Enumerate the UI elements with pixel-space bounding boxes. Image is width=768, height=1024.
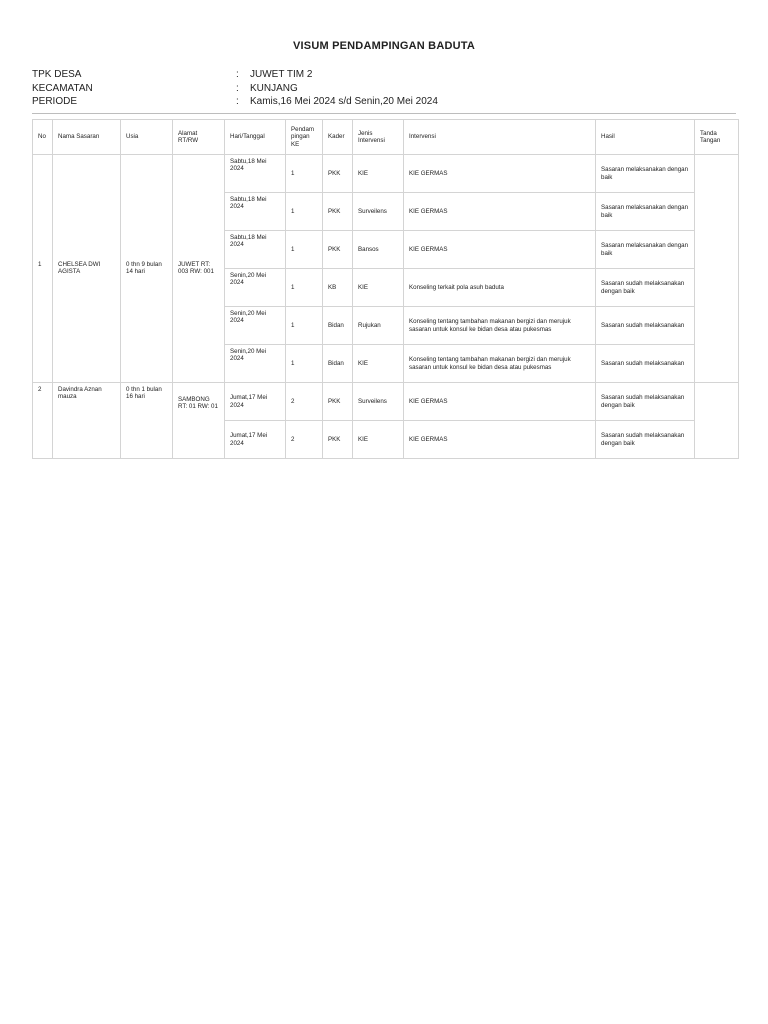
cell-hasil: Sasaran melaksanakan dengan baik [596, 231, 695, 269]
cell-tanggal: Jumat,17 Mei 2024 [225, 383, 286, 421]
meta-colon: : [236, 69, 239, 81]
cell-ke: 1 [286, 307, 323, 345]
cell-no: 1 [33, 155, 53, 383]
cell-alamat: JUWET RT: 003 RW: 001 [173, 155, 225, 383]
cell-kader: PKK [323, 155, 353, 193]
cell-ke: 1 [286, 231, 323, 269]
col-header-pendampingan: Pendam pingan KE [286, 120, 323, 155]
col-header-nama: Nama Sasaran [53, 120, 121, 155]
visit-table [32, 119, 739, 459]
cell-jenis: KIE [353, 269, 404, 307]
cell-tanggal: Senin,20 Mei 2024 [225, 345, 286, 383]
col-header-hasil: Hasil [596, 120, 695, 155]
table-header-row [33, 120, 739, 155]
cell-ke: 1 [286, 155, 323, 193]
cell-hasil: Sasaran sudah melaksanakan dengan baik [596, 269, 695, 307]
cell-intervensi: KIE GERMAS [404, 421, 596, 459]
cell-hasil: Sasaran melaksanakan dengan baik [596, 155, 695, 193]
cell-hasil: Sasaran sudah melaksanakan dengan baik [596, 421, 695, 459]
cell-jenis: KIE [353, 421, 404, 459]
cell-tanggal: Senin,20 Mei 2024 [225, 269, 286, 307]
cell-ke: 1 [286, 269, 323, 307]
cell-hasil: Sasaran sudah melaksanakan [596, 307, 695, 345]
cell-jenis: Surveilens [353, 383, 404, 421]
cell-intervensi: KIE GERMAS [404, 383, 596, 421]
report-meta [32, 68, 736, 109]
cell-jenis: Surveilens [353, 193, 404, 231]
cell-kader: PKK [323, 193, 353, 231]
cell-hasil: Sasaran sudah melaksanakan dengan baik [596, 383, 695, 421]
cell-kader: Bidan [323, 345, 353, 383]
col-header-alamat: Alamat RT/RW [173, 120, 225, 155]
cell-kader: KB [323, 269, 353, 307]
col-header-tanggal: Hari/Tanggal [225, 120, 286, 155]
cell-jenis: KIE [353, 345, 404, 383]
meta-label: KECAMATAN [32, 82, 93, 94]
cell-intervensi: Konseling terkait pola asuh baduta [404, 269, 596, 307]
page-title: VISUM PENDAMPINGAN BADUTA [292, 40, 476, 52]
cell-no: 2 [33, 383, 53, 459]
cell-jenis: Bansos [353, 231, 404, 269]
col-header-intervensi: Intervensi [404, 120, 596, 155]
col-header-usia: Usia [121, 120, 173, 155]
cell-kader: PKK [323, 383, 353, 421]
cell-kader: Bidan [323, 307, 353, 345]
table-row [33, 155, 739, 193]
cell-intervensi: KIE GERMAS [404, 155, 596, 193]
cell-alamat: SAMBONG RT: 01 RW: 01 [173, 383, 225, 459]
cell-nama: CHELSEA DWI AGISTA [53, 155, 121, 383]
cell-tanggal: Jumat,17 Mei 2024 [225, 421, 286, 459]
col-header-ttd: Tanda Tangan [695, 120, 739, 155]
meta-value: JUWET TIM 2 [250, 69, 313, 81]
cell-ke: 1 [286, 345, 323, 383]
cell-tanggal: Sabtu,18 Mei 2024 [225, 193, 286, 231]
cell-intervensi: Konseling tentang tambahan makanan bergizi dan merujuk sasaran untuk konsul ke bidan desa atau pukesmas [404, 307, 596, 345]
header-divider [32, 113, 736, 114]
meta-colon: : [236, 82, 239, 94]
meta-label: PERIODE [32, 96, 78, 108]
cell-intervensi: Konseling tentang tambahan makanan bergizi dan merujuk sasaran untuk konsul ke bidan desa atau pukesmas [404, 345, 596, 383]
cell-usia: 0 thn 1 bulan 16 hari [121, 383, 173, 459]
col-header-jenis: Jenis Intervensi [353, 120, 404, 155]
col-header-no: No [33, 120, 53, 155]
cell-hasil: Sasaran sudah melaksanakan [596, 345, 695, 383]
cell-ke: 1 [286, 193, 323, 231]
cell-hasil: Sasaran melaksanakan dengan baik [596, 193, 695, 231]
cell-usia: 0 thn 9 bulan 14 hari [121, 155, 173, 383]
cell-intervensi: KIE GERMAS [404, 193, 596, 231]
cell-intervensi: KIE GERMAS [404, 231, 596, 269]
meta-value: Kamis,16 Mei 2024 s/d Senin,20 Mei 2024 [250, 96, 438, 108]
table-row [33, 383, 739, 421]
cell-jenis: KIE [353, 155, 404, 193]
cell-kader: PKK [323, 231, 353, 269]
cell-tanggal: Senin,20 Mei 2024 [225, 307, 286, 345]
cell-nama: Davindra Aznan mauza [53, 383, 121, 459]
cell-kader: PKK [323, 421, 353, 459]
cell-ke: 2 [286, 421, 323, 459]
cell-signature [695, 383, 739, 459]
meta-colon: : [236, 96, 239, 108]
col-header-kader: Kader [323, 120, 353, 155]
cell-ke: 2 [286, 383, 323, 421]
cell-jenis: Rujukan [353, 307, 404, 345]
meta-row-kecamatan [32, 82, 736, 96]
meta-row-tpk-desa [32, 68, 736, 82]
meta-value: KUNJANG [250, 82, 298, 94]
cell-tanggal: Sabtu,18 Mei 2024 [225, 155, 286, 193]
meta-label: TPK DESA [32, 69, 82, 81]
meta-row-periode [32, 95, 736, 109]
cell-tanggal: Sabtu,18 Mei 2024 [225, 231, 286, 269]
cell-signature [695, 155, 739, 383]
